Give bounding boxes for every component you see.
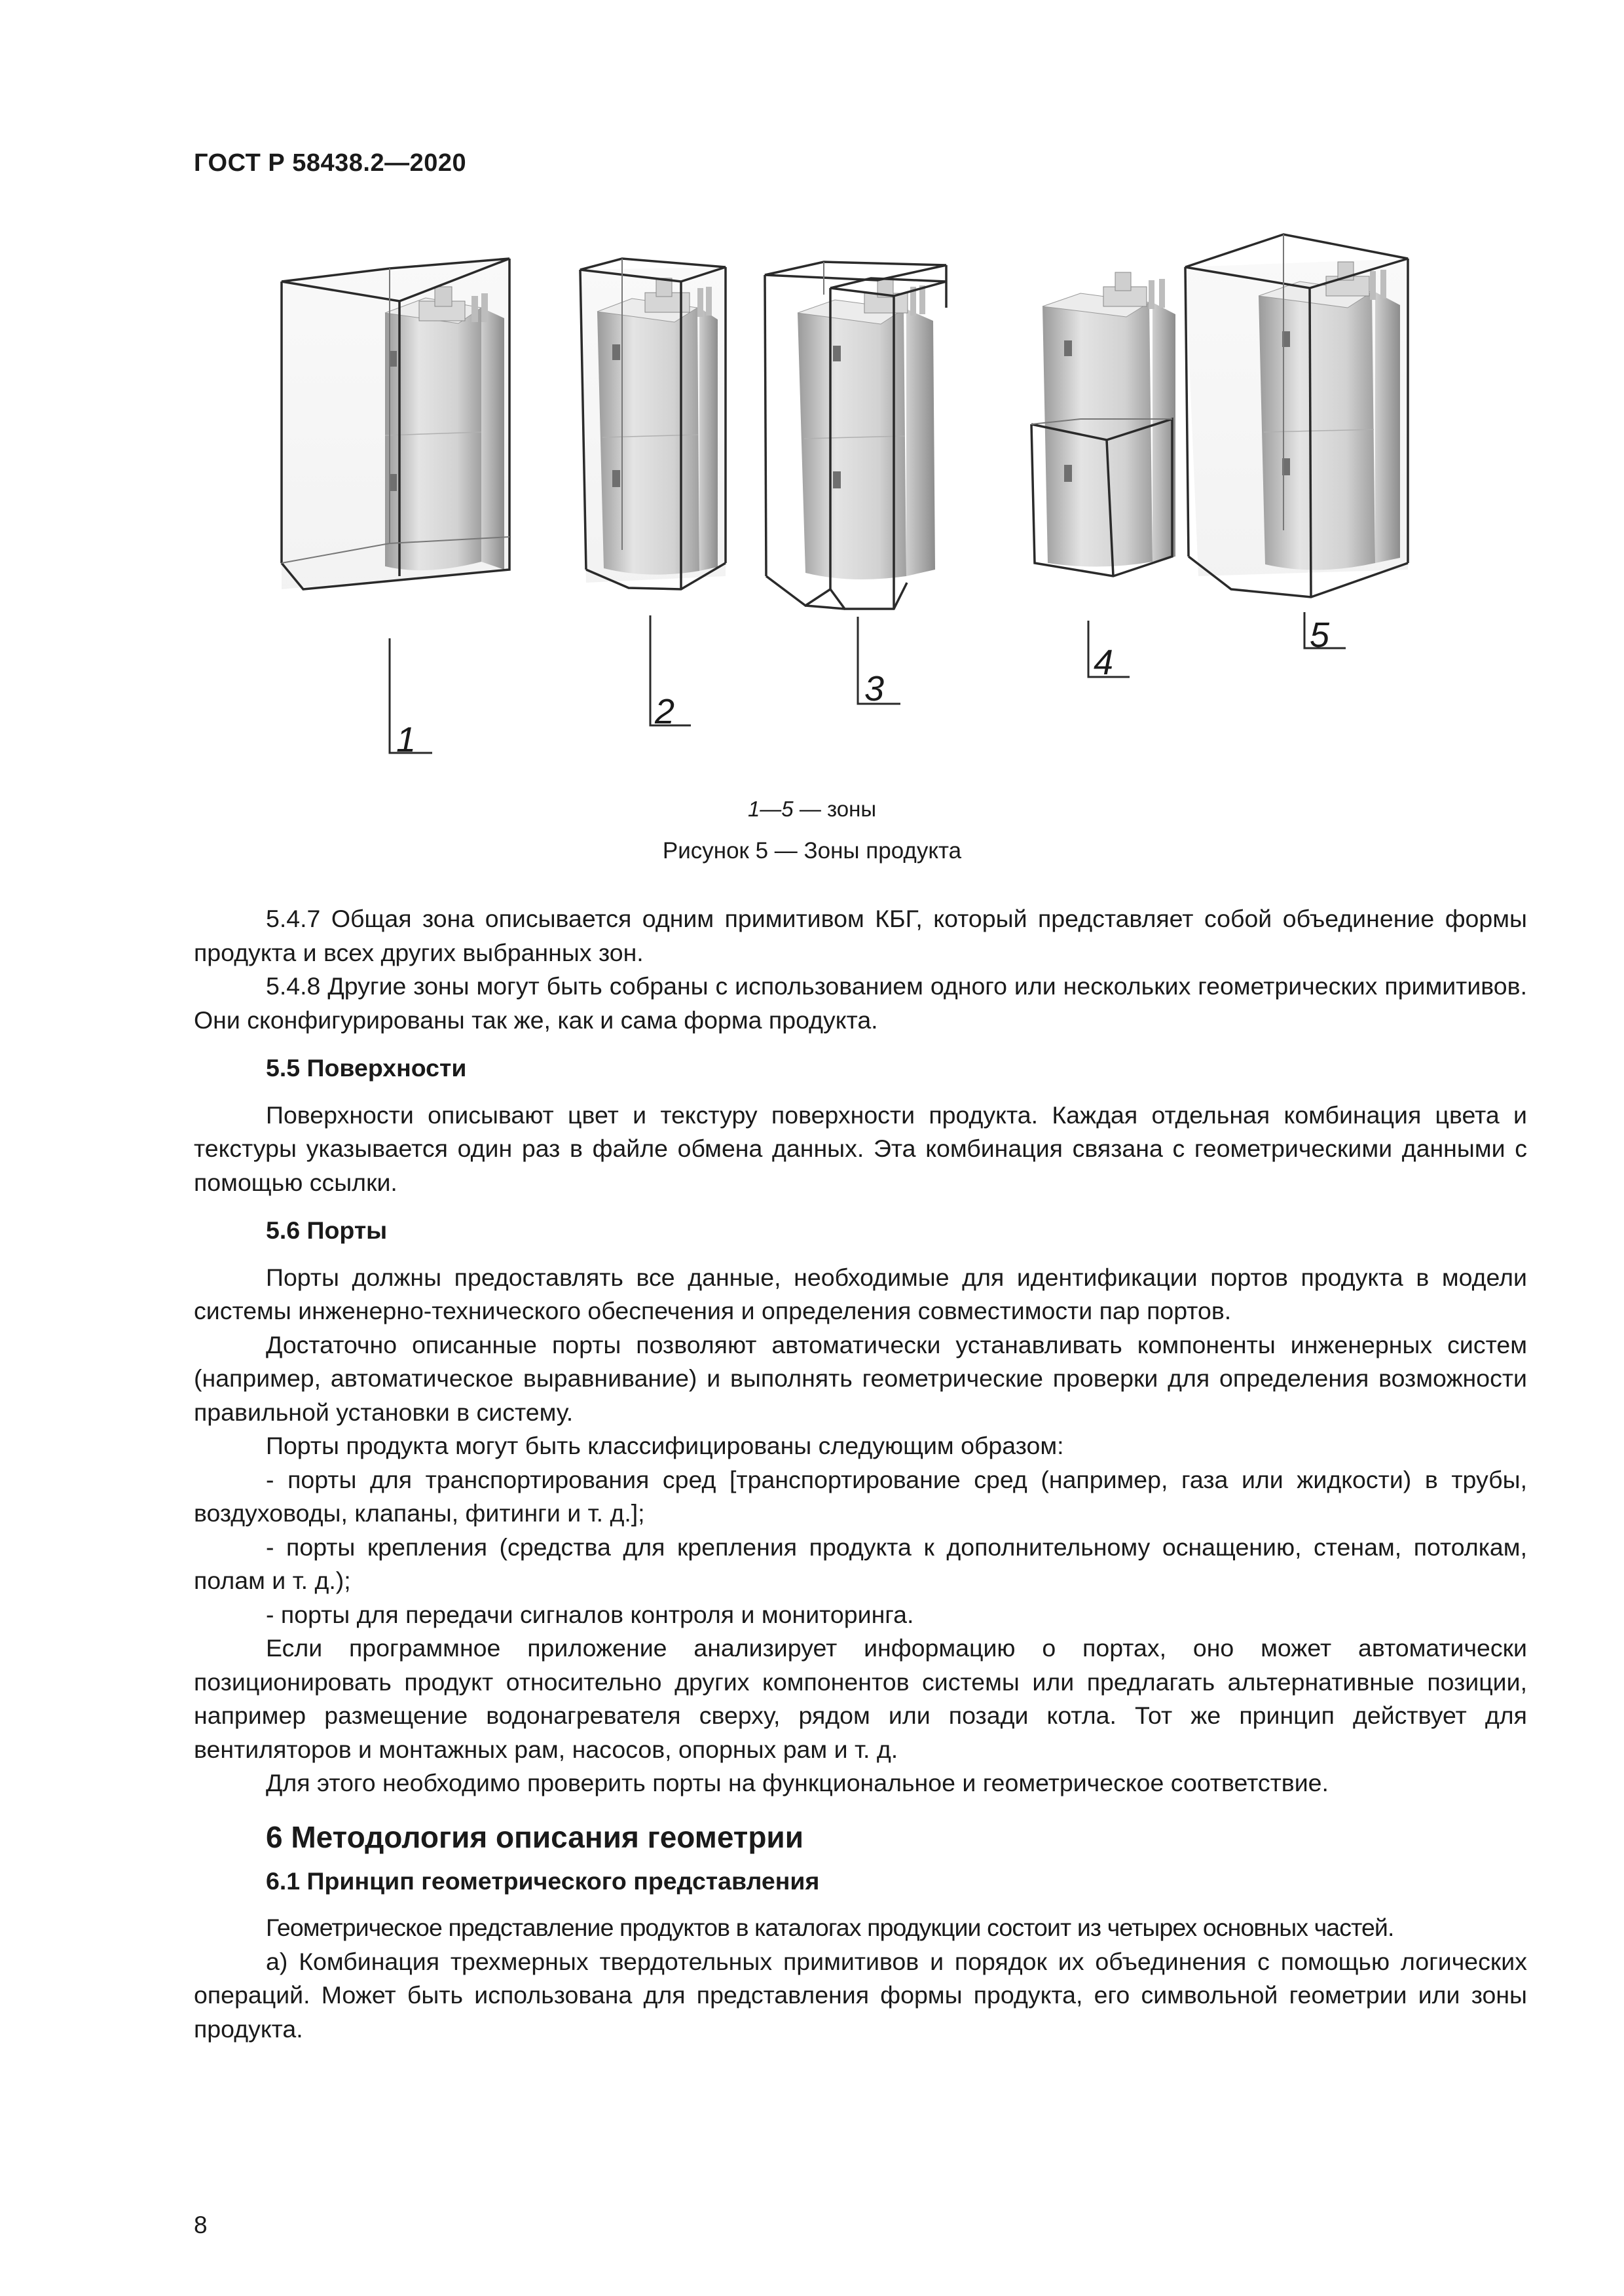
boiler-unit (597, 278, 718, 575)
list-item-port-signal: - порты для передачи сигналов контроля и мониторинга. (266, 1600, 914, 1628)
section-heading-6-1: 6.1 Принцип геометрического представления (266, 1867, 820, 1895)
paragraph-6-1-b: а) Комбинация трехмерных твердотельных примитивов и порядок их объединения с помощью логических операций. Может быть использована для представления формы продукта, его символьной геометрии или зоны продукта. (194, 1947, 1527, 2043)
paragraph-5-5: Поверхности описывают цвет и текстуру поверхности продукта. Каждая отдельная комбинация цвета и текстуры указывается один раз в файле обмена данных. Эта комбинация связана с геометрическими данными с помощью ссылки. (194, 1101, 1527, 1196)
section-heading-5-5: 5.5 Поверхности (266, 1054, 467, 1082)
section-heading-6: 6 Методология описания геометрии (266, 1819, 803, 1854)
section-heading-5-6: 5.6 Порты (266, 1216, 388, 1244)
paragraph-5-6-c: Порты продукта могут быть классифицированы следующим образом: (266, 1432, 1064, 1459)
paragraph-6-1-a: Геометрическое представление продуктов в каталогах продукции состоит из четырех основных частей. (266, 1914, 1394, 1941)
zone-3-label: 3 (864, 669, 885, 708)
zone-5-illustration (1185, 234, 1408, 655)
zone-2-label: 2 (655, 692, 675, 731)
zone-1-label: 1 (396, 720, 416, 759)
product-zones-figure (0, 0, 1624, 786)
zone-1-illustration (282, 259, 509, 759)
list-item-port-mounting: - порты крепления (средства для крепления продукта к дополнительному оснащению, стенам, потолкам, полам и т. д.); (194, 1533, 1527, 1594)
figure-caption: Рисунок 5 — Зоны продукта (662, 838, 962, 864)
zone-4-illustration (1031, 272, 1175, 682)
boiler-unit (798, 279, 935, 579)
list-item-port-transport: - порты для транспортирования сред [транспортирование сред (например, газа или жидкости) в трубы, воздуховоды, клапаны, фитинги и т. д.]; (194, 1465, 1527, 1527)
paragraph-5-4-7: 5.4.7 Общая зона описывается одним примитивом КБГ, который представляет собой объединение формы продукта и всех других выбранных зон. (194, 905, 1527, 966)
page-number: 8 (194, 2212, 208, 2238)
figure-legend-text: — зоны (793, 797, 877, 821)
paragraph-5-6-b: Достаточно описанные порты позволяют автоматически устанавливать компоненты инженерных систем (например, автоматическое выравнивание) и выполнять геометрические проверки для определения возможности правильной установки в систему. (194, 1330, 1527, 1426)
document-code: ГОСТ Р 58438.2—2020 (194, 149, 467, 177)
figure-legend (0, 797, 1624, 822)
document-body (194, 902, 1527, 2046)
zone-5-label: 5 (1310, 615, 1330, 655)
paragraph-5-6-e: Для этого необходимо проверить порты на функциональное и геометрическое соответствие. (266, 1769, 1329, 1796)
zone-4-label: 4 (1094, 643, 1114, 682)
paragraph-5-4-8: 5.4.8 Другие зоны могут быть собраны с использованием одного или нескольких геометрических примитивов. Они сконфигурированы так же, как и сама форма продукта. (194, 972, 1527, 1034)
paragraph-5-6-d: Если программное приложение анализирует информацию о портах, оно может автоматически позиционировать продукт относительно других компонентов системы или предлагать альтернативные позиции, например размещение водонагревателя сверху, рядом или позади котла. Тот же принцип действует для вентиляторов и монтажных рам, насосов, опорных рам и т. д. (194, 1634, 1527, 1763)
boiler-unit (385, 287, 504, 570)
boiler-unit (1259, 262, 1400, 570)
zone-3-illustration (765, 262, 946, 708)
figure-legend-range: 1—5 (747, 797, 794, 821)
zone-2-illustration (580, 259, 726, 731)
paragraph-5-6-a: Порты должны предоставлять все данные, необходимые для идентификации портов продукта в модели системы инженерно-технического обеспечения и определения совместимости пар портов. (194, 1263, 1527, 1324)
